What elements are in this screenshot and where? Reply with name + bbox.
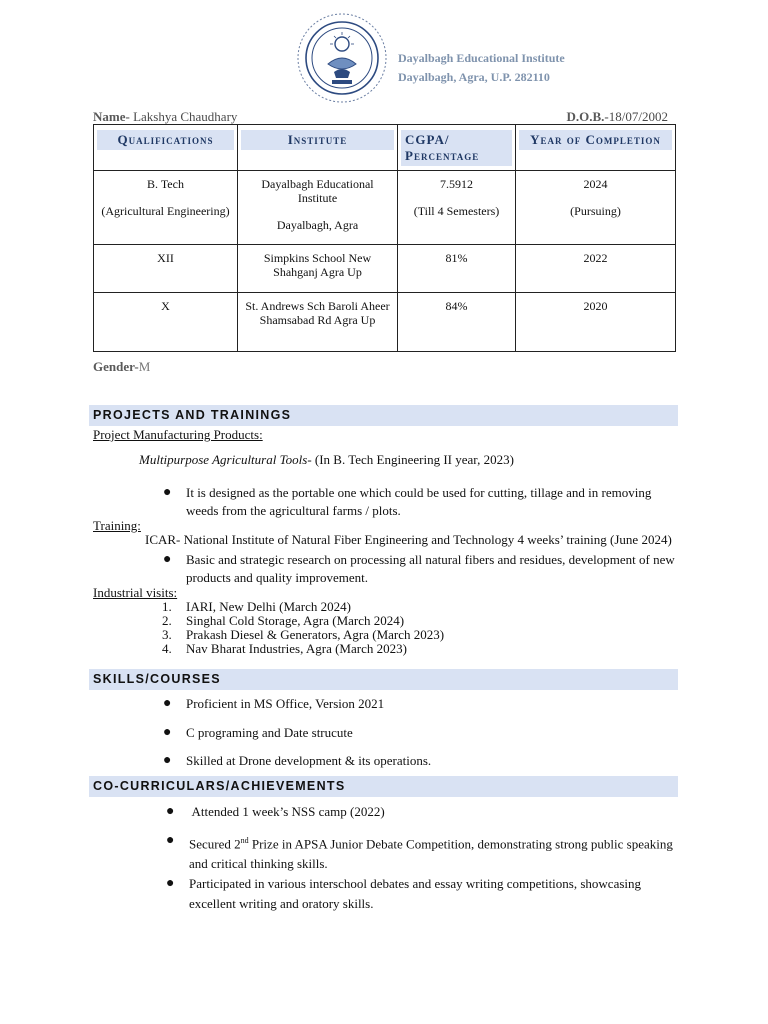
qualifications-table bbox=[93, 124, 676, 352]
header-cell bbox=[398, 125, 516, 171]
item2-post: Prize in APSA Junior Debate Competition, demonstrating strong public speaking and critical thinking skills. bbox=[189, 836, 673, 872]
training-line: ICAR- National Institute of Natural Fiber Engineering and Technology 4 weeks’ training (June 2024) bbox=[145, 532, 672, 547]
training-bullet-text: Basic and strategic research on processing all natural fibers and residues, development of new products and quality improvement. bbox=[186, 552, 675, 585]
project-title: Multipurpose Agricultural Tools bbox=[139, 452, 308, 467]
project-line bbox=[139, 452, 514, 468]
visit-number: 2. bbox=[162, 613, 172, 628]
year-sub: (Pursuing) bbox=[570, 204, 621, 218]
qual-text: X bbox=[161, 299, 170, 313]
cocurricular-item bbox=[189, 831, 676, 874]
score-text: 7.5912 bbox=[440, 177, 473, 191]
bullet-icon: ● bbox=[166, 876, 175, 891]
table-cell bbox=[94, 171, 238, 245]
section-projects-heading: PROJECTS AND TRAININGS bbox=[89, 405, 678, 426]
header-institute: Institute bbox=[241, 130, 394, 150]
visit-item: Prakash Diesel & Generators, Agra (March 2023) bbox=[186, 627, 445, 642]
name-value: Lakshya Chaudhary bbox=[129, 109, 238, 124]
year-text: 2020 bbox=[583, 299, 608, 313]
skill-item: Skilled at Drone development & its operations. bbox=[186, 753, 432, 768]
bullet-icon: ● bbox=[166, 833, 175, 848]
visit-number: 4. bbox=[162, 641, 172, 656]
table-header-row bbox=[94, 125, 676, 171]
header-qualifications: Qualifications bbox=[97, 130, 234, 150]
dob-label: D.O.B.- bbox=[566, 109, 609, 124]
inst-text: Dayalbagh Educational Institute bbox=[261, 177, 374, 205]
score-sub: (Till 4 Semesters) bbox=[413, 204, 500, 218]
inst-sub: Dayalbagh, Agra bbox=[276, 218, 359, 232]
visit-item: Nav Bharat Industries, Agra (March 2023) bbox=[186, 641, 407, 656]
item2-sup: nd bbox=[240, 836, 249, 845]
name-label: Name- bbox=[93, 109, 130, 124]
section-skills-heading: SKILLS/COURSES bbox=[89, 669, 678, 690]
table-cell bbox=[398, 245, 516, 293]
institute-name: Dayalbagh Educational Institute bbox=[398, 51, 565, 65]
table-cell bbox=[238, 171, 398, 245]
table-row bbox=[94, 293, 676, 352]
inst-text: St. Andrews Sch Baroli Aheer Shamsabad Rd Agra Up bbox=[245, 299, 390, 327]
table-cell bbox=[516, 171, 676, 245]
bullet-icon: ● bbox=[163, 696, 172, 711]
project-bullet-text: It is designed as the portable one which could be used for cutting, tillage and in removing weeds from the agricultural farms / plots. bbox=[186, 485, 652, 518]
training-label: Training: bbox=[93, 518, 141, 533]
qual-text: XII bbox=[157, 251, 174, 265]
qual-sub: (Agricultural Engineering) bbox=[101, 204, 230, 218]
bullet-icon: ● bbox=[163, 725, 172, 740]
table-cell bbox=[94, 293, 238, 352]
skill-item: Proficient in MS Office, Version 2021 bbox=[186, 696, 385, 711]
visit-number: 3. bbox=[162, 627, 172, 642]
table-cell bbox=[238, 293, 398, 352]
dob-line bbox=[567, 109, 668, 125]
header-cell bbox=[516, 125, 676, 171]
gender-value: M bbox=[138, 359, 151, 374]
score-text: 81% bbox=[445, 251, 468, 265]
header-cell bbox=[94, 125, 238, 171]
table-cell bbox=[398, 293, 516, 352]
skill-item: C programing and Date strucute bbox=[186, 725, 353, 740]
dei-crest-icon bbox=[296, 12, 388, 104]
table-row bbox=[94, 171, 676, 245]
inst-text: Simpkins School New Shahganj Agra Up bbox=[263, 251, 372, 279]
bullet-icon: ● bbox=[166, 804, 175, 819]
item2-pre: Secured 2 bbox=[189, 836, 241, 852]
visit-item: IARI, New Delhi (March 2024) bbox=[186, 599, 351, 614]
section-cocurricular-heading: CO-CURRICULARS/ACHIEVEMENTS bbox=[89, 776, 678, 797]
bullet-icon: ● bbox=[163, 485, 172, 500]
industrial-visits-label: Industrial visits: bbox=[93, 585, 178, 600]
cocurricular-item: Participated in various interschool debates and essay writing competitions, showcasing excellent writing and oratory skills. bbox=[189, 876, 642, 911]
dob-value: 18/07/2002 bbox=[608, 109, 668, 124]
year-text: 2022 bbox=[583, 251, 608, 265]
header-cell bbox=[238, 125, 398, 171]
score-text: 84% bbox=[445, 299, 468, 313]
year-text: 2024 bbox=[583, 177, 608, 191]
header-cgpa: CGPA/ Percentage bbox=[401, 130, 512, 166]
table-cell bbox=[238, 245, 398, 293]
header-year: Year of Completion bbox=[519, 130, 672, 150]
table-row bbox=[94, 245, 676, 293]
institute-address: Dayalbagh, Agra, U.P. 282110 bbox=[398, 70, 550, 84]
visit-number: 1. bbox=[162, 599, 172, 614]
project-sub-heading: Project Manufacturing Products: bbox=[93, 427, 263, 442]
table-cell bbox=[516, 293, 676, 352]
bullet-icon: ● bbox=[163, 552, 172, 567]
bullet-icon: ● bbox=[163, 753, 172, 768]
name-line bbox=[93, 109, 237, 125]
qual-text: B. Tech bbox=[147, 177, 184, 191]
visit-item: Singhal Cold Storage, Agra (March 2024) bbox=[186, 613, 405, 628]
gender-line bbox=[93, 359, 150, 375]
table-cell bbox=[516, 245, 676, 293]
table-cell bbox=[94, 245, 238, 293]
gender-label: Gender- bbox=[93, 359, 139, 374]
project-detail: - (In B. Tech Engineering II year, 2023) bbox=[307, 452, 514, 467]
cocurricular-item: Attended 1 week’s NSS camp (2022) bbox=[189, 804, 385, 819]
table-cell bbox=[398, 171, 516, 245]
